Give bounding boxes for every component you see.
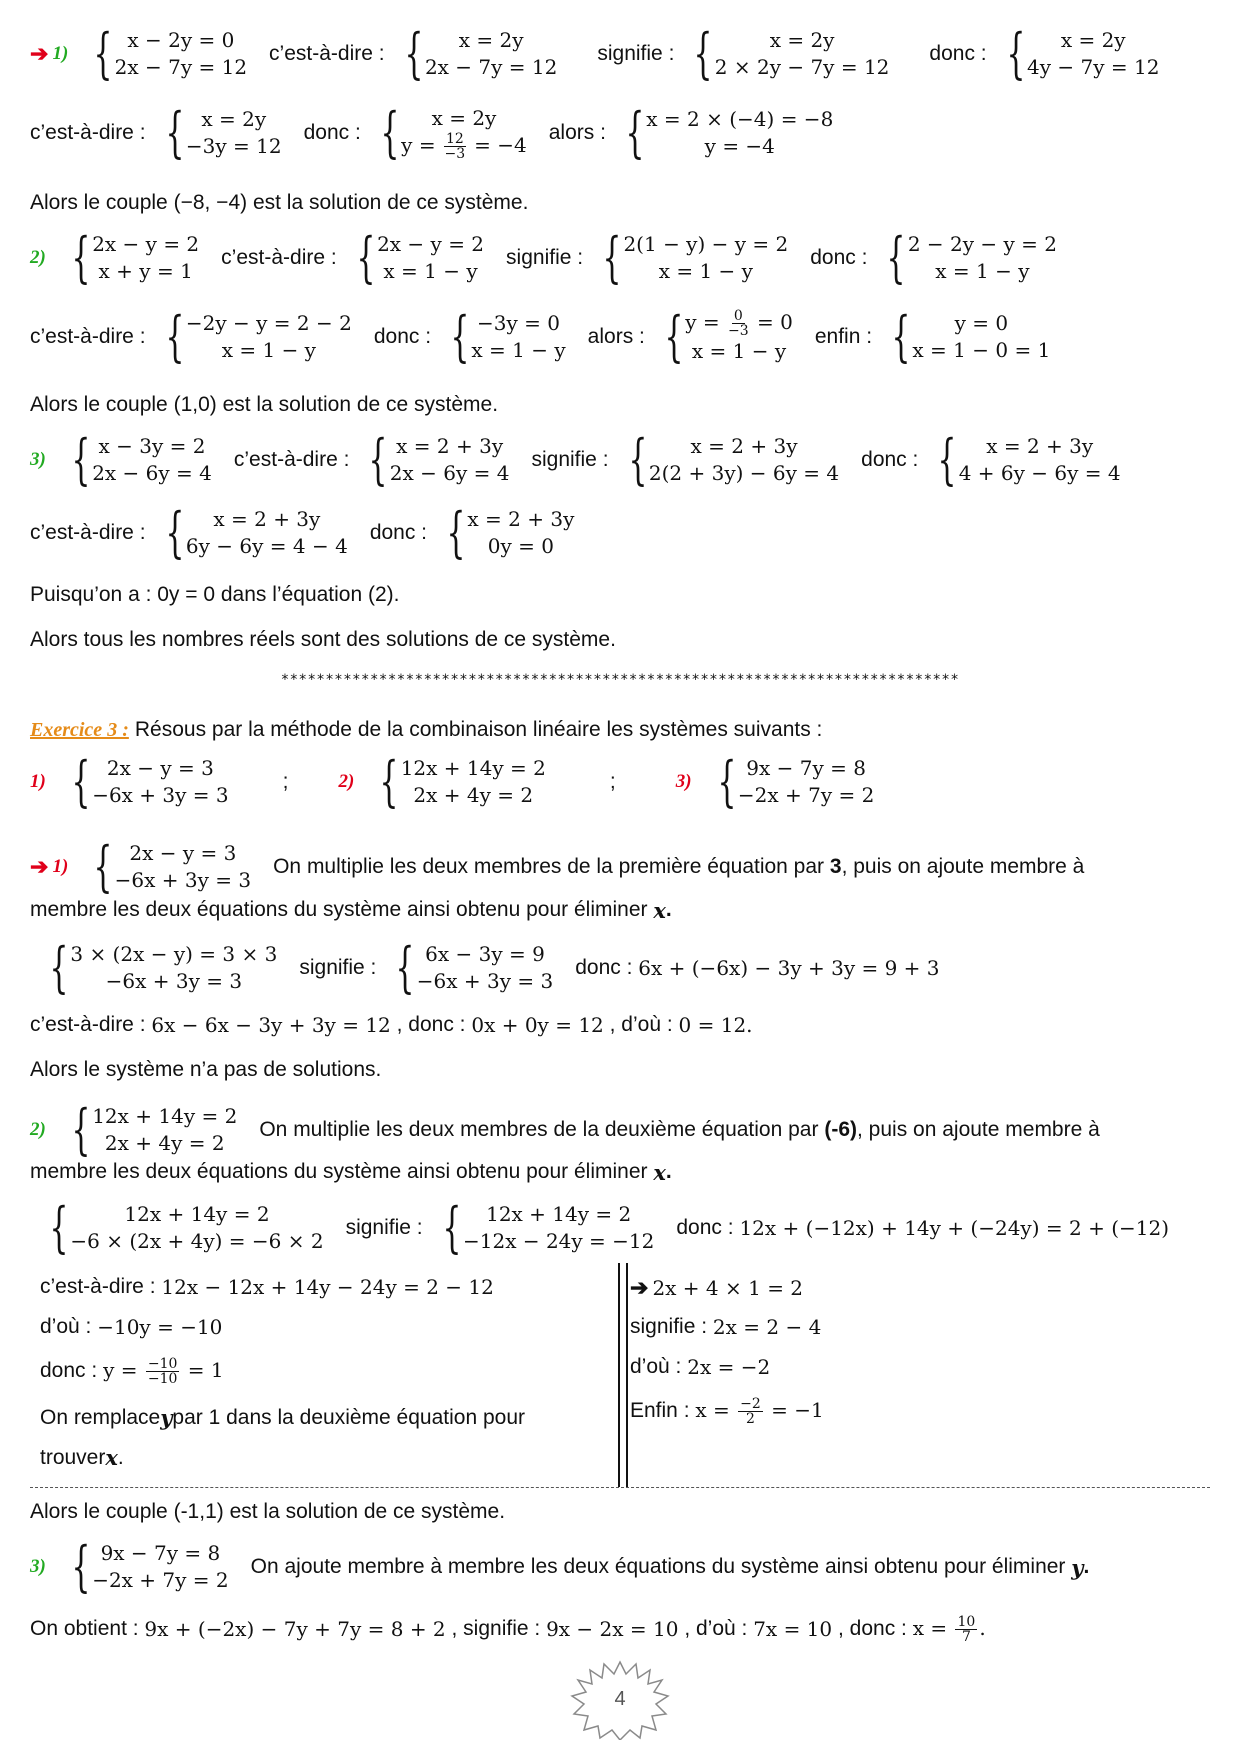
separator: ;: [282, 770, 289, 793]
system: { 9x − 7y = 8 −2x + 7y = 2: [716, 750, 875, 813]
system: { x = 2 + 3y 2(2 + 3y) − 6y = 4: [627, 428, 840, 491]
system: { x = 2y y = $\frac{12}{-3}$ = −4: [380, 101, 527, 164]
text: signifie :: [299, 956, 377, 979]
ex3-p2-conclusion: Alors le couple (-1,1) est la solution de ce système.: [30, 1500, 506, 1523]
item-number: 2): [338, 771, 355, 792]
text: c’est-à-dire :: [221, 246, 337, 269]
system: { x = 2 + 3y 0y = 0: [446, 501, 575, 564]
exercise-label: Exercice 3 :: [30, 718, 129, 741]
system: { x = 2y 2x − 7y = 12: [404, 22, 558, 85]
ex3-p2-row-3: [30, 1197, 1210, 1259]
s2-row-5: [30, 302, 1210, 372]
s2-row-7: [30, 430, 1210, 490]
system: { x − 3y = 2 2x − 6y = 4: [71, 428, 212, 491]
s2-row-4: [30, 228, 1210, 288]
system: { −2y − y = 2 − 2 x = 1 − y: [164, 305, 352, 368]
column-divider: [618, 1263, 628, 1487]
text: membre les deux équations du système ainsi obtenu pour éliminer: [30, 1160, 648, 1183]
text: alors :: [548, 121, 606, 144]
text: c’est-à-dire :: [233, 448, 350, 471]
equation: 6x + (−6x) − 3y + 3y = 9 + 3: [638, 956, 940, 980]
separator-stars: ****************************************************************************: [280, 672, 960, 688]
arrow-right-icon: ➔: [30, 41, 49, 66]
ex3-p1-row-3: [30, 938, 1210, 998]
exercise-3-systems: [30, 752, 1210, 812]
system: { 2x − y = 3 −6x + 3y = 3: [71, 750, 229, 813]
ex3-p1-conclusion: Alors le système n’a pas de solutions.: [30, 1058, 382, 1081]
system: { y = 0 x = 1 − 0 = 1: [891, 305, 1051, 368]
text: donc :: [303, 121, 361, 144]
system: { 2x − y = 3 −6x + 3y = 3: [93, 835, 252, 898]
variable: x: [653, 897, 666, 923]
text: signifie :: [531, 448, 609, 471]
text: signifie :: [345, 1216, 423, 1239]
system: { x = 2y 2 × 2y − 7y = 12: [693, 22, 890, 85]
ex3-p3-row-1: 3) { 9x − 7y = 8 −2x + 7y = 2 On ajoute membre à membre les deux équations du système ainsi obtenu pour éliminer y .: [30, 1535, 1090, 1598]
system: { 9x − 7y = 8 −2x + 7y = 2: [71, 1535, 229, 1598]
item-number: 2): [30, 1119, 46, 1140]
text: donc :: [575, 956, 633, 979]
system: { 2x − y = 2 x + y = 1: [71, 226, 200, 289]
text: donc :: [676, 1216, 734, 1239]
s2-note: Puisqu’on a : 0y = 0 dans l’équation (2).: [30, 583, 400, 606]
text: c’est-à-dire :: [30, 521, 146, 544]
text: signifie :: [506, 246, 584, 269]
system: { x = 2y −3y = 12: [164, 101, 282, 164]
equation: 12x + (−12x) + 14y + (−24y) = 2 + (−12): [739, 1216, 1170, 1240]
system: { 12x + 14y = 2 2x + 4y = 2: [71, 1098, 238, 1161]
system: { x = 2 + 3y 2x − 6y = 4: [368, 428, 510, 491]
s2-conclusion-3: Alors tous les nombres réels sont des solutions de ce système.: [30, 628, 616, 651]
item-number: 3): [30, 449, 46, 470]
system: { 12x + 14y = 2 −6 × (2x + 4y) = −6 × 2: [49, 1196, 324, 1259]
text: donc :: [810, 246, 868, 269]
ex3-p1-row-1: [30, 837, 1210, 897]
text: enfin :: [814, 325, 873, 348]
system: { 3 × (2x − y) = 3 × 3 −6x + 3y = 3: [49, 936, 278, 999]
text: c’est-à-dire :: [30, 121, 146, 144]
system: { 2x − y = 2 x = 1 − y: [356, 226, 485, 289]
variable: y: [1071, 1554, 1084, 1580]
arrow-right-icon: ➔: [630, 1275, 649, 1300]
system: { x = 2 × (−4) = −8 y = −4: [625, 101, 834, 164]
system: { x = 2 + 3y 6y − 6y = 4 − 4: [164, 501, 348, 564]
item-number: 1): [30, 771, 46, 792]
ex3-p3-row-2: On obtient : 9x + (−2x) − 7y + 7y = 8 + 2 , signifie : 9x − 2x = 10 , d’où : 7x = 10 , donc : x = $\frac{10}{7}$ .: [30, 1613, 986, 1645]
system: { y = $\frac{0}{-3}$ = 0 x = 1 − y: [664, 305, 793, 368]
system: { 12x + 14y = 2 −12x − 24y = −12: [442, 1196, 655, 1259]
system: { x = 2y 4y − 7y = 12: [1006, 22, 1160, 85]
variable: x: [653, 1159, 666, 1185]
system: { x = 2 + 3y 4 + 6y − 6y = 4: [937, 428, 1121, 491]
text: donc :: [373, 325, 432, 348]
item-number: 1): [52, 856, 69, 877]
s2-conclusion-2: Alors le couple (1,0) est la solution de ce système.: [30, 393, 499, 416]
text: On multiplie les deux membres de la première équation par 3, puis on ajoute membre à: [273, 855, 1085, 878]
s2-row-2: [30, 100, 1210, 166]
system: { x − 2y = 0 2x − 7y = 12: [93, 22, 248, 85]
text: signifie :: [597, 42, 675, 65]
item-number: 3): [30, 1556, 46, 1577]
s2-row-8: [30, 503, 1210, 563]
item-number: 2): [30, 247, 46, 268]
s2-conclusion-1: Alors le couple (−8, −4) est la solution de ce système.: [30, 191, 529, 214]
text: donc :: [861, 448, 919, 471]
text: On ajoute membre à membre les deux équations du système ainsi obtenu pour éliminer: [250, 1555, 1066, 1578]
item-number: 3): [675, 771, 692, 792]
ex3-p1-row-2: membre les deux équations du système ainsi obtenu pour éliminer x .: [30, 897, 672, 923]
item-number: 1): [52, 43, 69, 64]
system: { 2 − 2y − y = 2 x = 1 − y: [886, 226, 1058, 289]
system: { −3y = 0 x = 1 − y: [450, 305, 566, 368]
text: c’est-à-dire :: [269, 42, 385, 65]
system: { 12x + 14y = 2 2x + 4y = 2: [379, 750, 546, 813]
text: donc :: [929, 42, 987, 65]
separator: ;: [609, 770, 616, 793]
exercise-3-header: [30, 715, 1210, 745]
exercise-statement: Résous par la méthode de la combinaison linéaire les systèmes suivants :: [134, 718, 823, 741]
system: { 2(1 − y) − y = 2 x = 1 − y: [602, 226, 789, 289]
ex3-p2-row-1: [30, 1100, 1210, 1160]
arrow-right-icon: ➔: [30, 854, 49, 879]
text: c’est-à-dire :: [30, 325, 146, 348]
s2-row-1: [30, 24, 1210, 84]
text: alors :: [587, 325, 645, 348]
ex3-p2-two-column-box: c’est-à-dire : 12x − 12x + 14y − 24y = 2 − 12 d’où : −10y = −10 donc : y = $\frac{-10}{-10}$ = 1 On remplace y par 1 dans la deuxième équation pour trouver x . ➔ 2x + 4 × 1 = 2 signifie : 2x = 2 − 4 d’où : 2x = −2 Enfin : x = $\frac{-2}{2}$ = −1: [30, 1263, 1210, 1488]
text: membre les deux équations du système ainsi obtenu pour éliminer: [30, 898, 648, 921]
text: On multiplie les deux membres de la deuxième équation par (-6), puis on ajoute membre à: [259, 1118, 1100, 1141]
page-number: 4: [614, 1688, 626, 1710]
text: donc :: [369, 521, 428, 544]
page-number-badge: [570, 1660, 670, 1740]
ex3-p2-row-2: membre les deux équations du système ainsi obtenu pour éliminer x .: [30, 1159, 672, 1185]
system: { 6x − 3y = 9 −6x + 3y = 3: [395, 936, 554, 999]
ex3-p1-row-4: c’est-à-dire : 6x − 6x − 3y + 3y = 12 , donc : 0x + 0y = 12 , d’où : 0 = 12.: [30, 1013, 753, 1037]
